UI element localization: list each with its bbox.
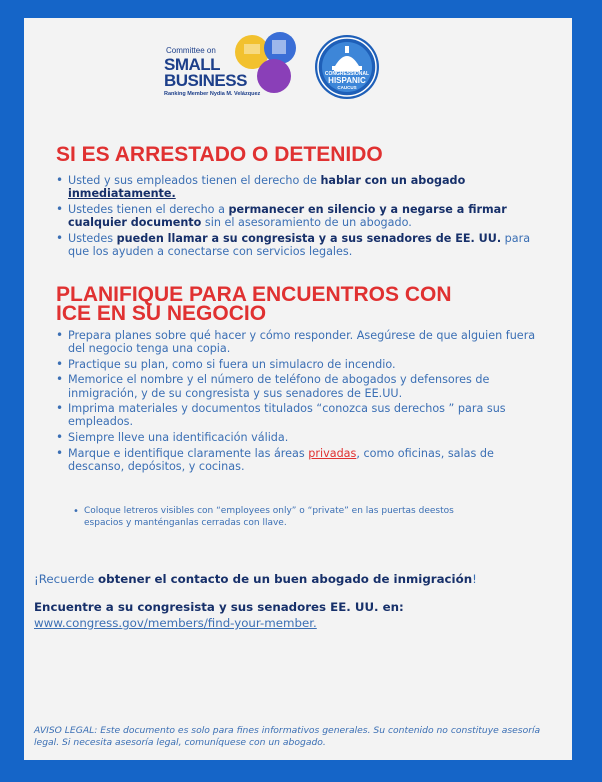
plan-sublist xyxy=(72,506,472,529)
section2-heading-line2: ICE EN SU NEGOCIO xyxy=(56,302,267,325)
document-page xyxy=(24,18,572,760)
list-item: • Imprima materiales y documentos titulados “conozca sus derechos ” para sus empleados. xyxy=(54,402,550,428)
list-item: • Siempre lleve una identificación válida. xyxy=(54,431,550,444)
capitol-dome-icon xyxy=(314,34,380,100)
encuentre-line: Encuentre a su congresista y sus senadores EE. UU. en: xyxy=(34,600,404,614)
chc-line3: CAUCUS xyxy=(337,85,357,90)
privadas-link[interactable]: privadas xyxy=(308,446,357,460)
list-item: • Usted y sus empleados tienen el derecho de hablar con un abogado inmediatamente. xyxy=(54,174,550,200)
small-business-logo xyxy=(164,32,302,114)
list-item: • Memorice el nombre y el número de teléfono de abogados y defensores de inmigración, y de su congresista y sus senadores de EE.UU. xyxy=(54,373,550,399)
chc-line2: HISPANIC xyxy=(328,76,366,85)
small-label: SMALL xyxy=(164,55,221,74)
section1-heading: SI ES ARRESTADO O DETENIDO xyxy=(56,143,383,166)
find-member-link[interactable]: www.congress.gov/members/find-your-member. xyxy=(34,616,317,630)
rights-list xyxy=(54,174,550,260)
business-label: BUSINESS xyxy=(164,71,247,90)
ranking-member-label: Ranking Member Nydia M. Velázquez xyxy=(164,91,261,97)
plan-list xyxy=(54,329,550,475)
list-item: • Ustedes pueden llamar a su congresista y a sus senadores de EE. UU. para que los ayuden a conectarse con servicios legales. xyxy=(54,232,550,258)
list-item: • Marque e identifique claramente las áreas privadas, como oficinas, salas de descanso, depósitos, y cocinas. xyxy=(54,447,550,473)
legal-disclaimer: AVISO LEGAL: Este documento es solo para fines informativos generales. Su contenido no constituye asesoría legal. Si necesita asesoría legal, comuníquese con un abogado. xyxy=(34,725,541,749)
chc-line1: CONGRESSIONAL xyxy=(324,71,370,77)
sub-list-item: • Coloque letreros visibles con “employees only” o “private” en las puertas deestos espacios y manténganlas cerradas con llave. xyxy=(72,506,472,529)
committee-label: Committee on xyxy=(166,46,216,55)
list-item: • Prepara planes sobre qué hacer y cómo responder. Asegúrese de que alguien fuera del negocio tenga una copia. xyxy=(54,329,550,355)
section2-heading-line1: PLANIFIQUE PARA ENCUENTROS CON xyxy=(56,283,452,306)
list-item: • Ustedes tienen el derecho a permanecer en silencio y a negarse a firmar cualquier documento sin el asesoramiento de un abogado. xyxy=(54,203,550,229)
list-item: • Practique su plan, como si fuera un simulacro de incendio. xyxy=(54,358,550,371)
chc-seal xyxy=(314,34,380,100)
recuerde-line: ¡Recuerde obtener el contacto de un buen abogado de inmigración! xyxy=(34,572,477,586)
